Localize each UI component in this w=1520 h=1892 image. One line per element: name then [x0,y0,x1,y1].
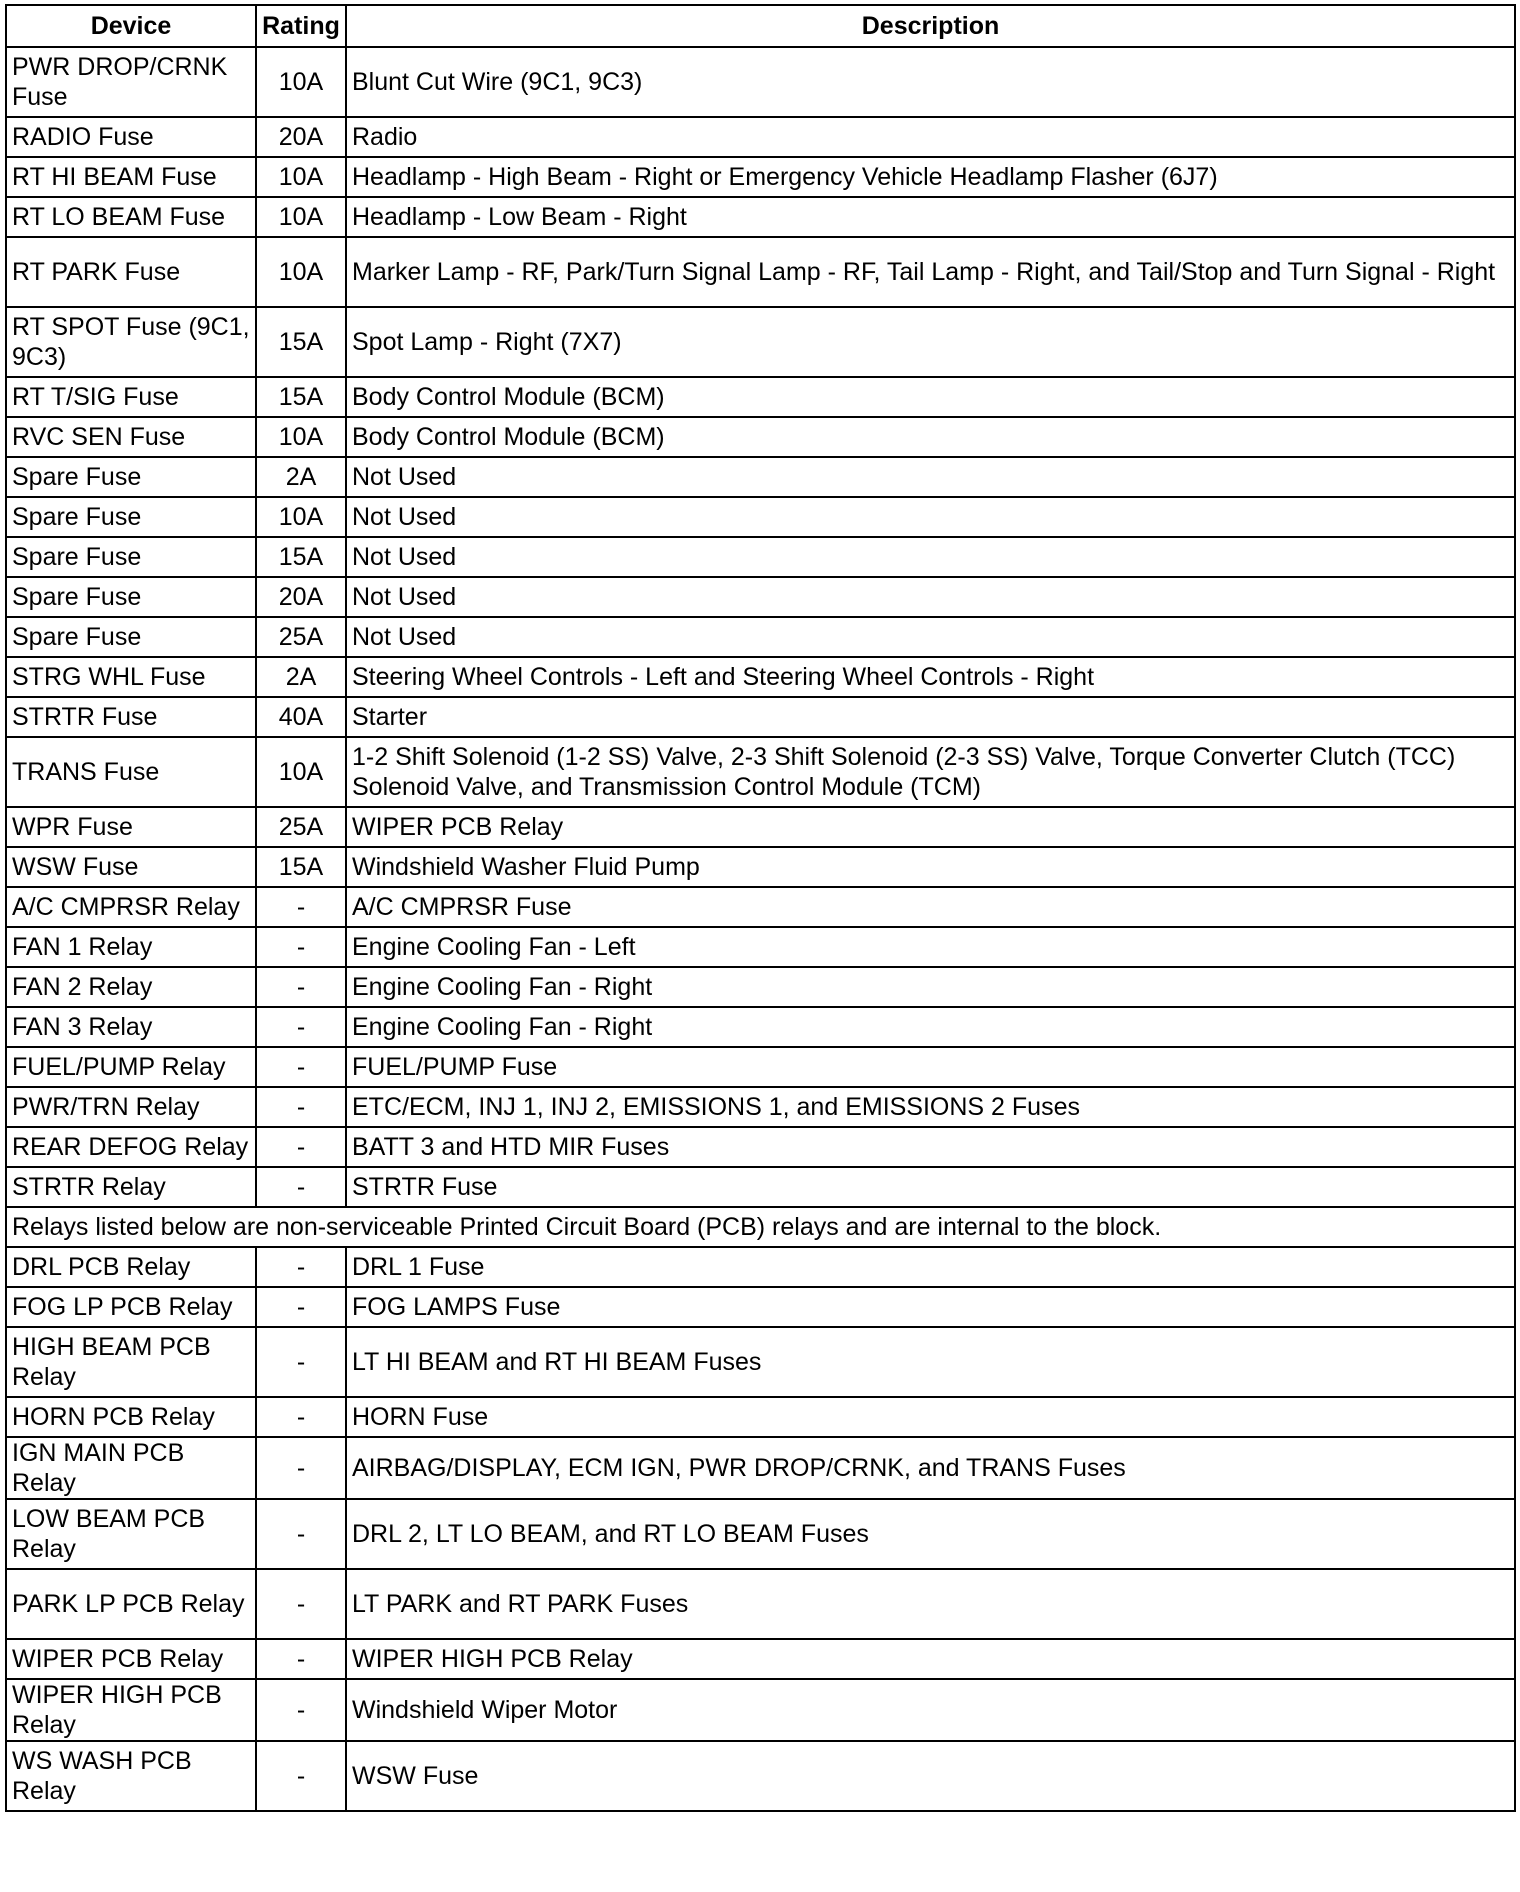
table-row [6,497,1515,537]
cell-description: HORN Fuse [346,1397,1515,1437]
table-row [6,927,1515,967]
cell-description: Headlamp - High Beam - Right or Emergency Vehicle Headlamp Flasher (6J7) [346,157,1515,197]
cell-description: Engine Cooling Fan - Right [346,967,1515,1007]
cell-description: Spot Lamp - Right (7X7) [346,307,1515,377]
table-row [6,887,1515,927]
table-row [6,1127,1515,1167]
cell-rating: 10A [256,417,346,457]
cell-rating: - [256,1327,346,1397]
cell-device: RT PARK Fuse [6,237,256,307]
table-row [6,1087,1515,1127]
header-rating: Rating [256,5,346,47]
cell-device: STRTR Fuse [6,697,256,737]
table-row [6,847,1515,887]
cell-device: Spare Fuse [6,497,256,537]
cell-description: Headlamp - Low Beam - Right [346,197,1515,237]
cell-rating: 25A [256,807,346,847]
table-row [6,457,1515,497]
cell-device: FAN 3 Relay [6,1007,256,1047]
table-row [6,1569,1515,1639]
cell-device: IGN MAIN PCB Relay [6,1437,256,1499]
table-row [6,617,1515,657]
cell-description: Steering Wheel Controls - Left and Steering Wheel Controls - Right [346,657,1515,697]
fuse-relay-table [5,4,1516,1812]
table-body [6,47,1515,1811]
cell-device: HIGH BEAM PCB Relay [6,1327,256,1397]
cell-rating: - [256,927,346,967]
cell-description: LT PARK and RT PARK Fuses [346,1569,1515,1639]
cell-description: Marker Lamp - RF, Park/Turn Signal Lamp - RF, Tail Lamp - Right, and Tail/Stop and Turn Signal - Right [346,237,1515,307]
table-row [6,1167,1515,1207]
header-device: Device [6,5,256,47]
table-row [6,1327,1515,1397]
cell-description: WIPER HIGH PCB Relay [346,1639,1515,1679]
cell-device: PWR/TRN Relay [6,1087,256,1127]
cell-rating: 15A [256,377,346,417]
table-row [6,1247,1515,1287]
header-description: Description [346,5,1515,47]
cell-rating: 40A [256,697,346,737]
cell-description: STRTR Fuse [346,1167,1515,1207]
table-row [6,197,1515,237]
cell-device: WIPER PCB Relay [6,1639,256,1679]
table-row [6,157,1515,197]
cell-device: Spare Fuse [6,457,256,497]
cell-description: Starter [346,697,1515,737]
table-row [6,807,1515,847]
cell-description: Windshield Washer Fluid Pump [346,847,1515,887]
table-header-row [6,5,1515,47]
table-row [6,577,1515,617]
cell-device: WS WASH PCB Relay [6,1741,256,1811]
table-row [6,117,1515,157]
cell-device: DRL PCB Relay [6,1247,256,1287]
cell-description: AIRBAG/DISPLAY, ECM IGN, PWR DROP/CRNK, and TRANS Fuses [346,1437,1515,1499]
cell-rating: 2A [256,457,346,497]
cell-description: FUEL/PUMP Fuse [346,1047,1515,1087]
cell-description: Windshield Wiper Motor [346,1679,1515,1741]
table-row [6,1047,1515,1087]
cell-rating: - [256,1167,346,1207]
cell-description: Engine Cooling Fan - Left [346,927,1515,967]
cell-device: RADIO Fuse [6,117,256,157]
cell-rating: - [256,1247,346,1287]
cell-description: A/C CMPRSR Fuse [346,887,1515,927]
table-note: Relays listed below are non-serviceable Printed Circuit Board (PCB) relays and are internal to the block. [6,1207,1515,1247]
cell-device: RT LO BEAM Fuse [6,197,256,237]
cell-device: WSW Fuse [6,847,256,887]
cell-device: RT HI BEAM Fuse [6,157,256,197]
cell-device: STRTR Relay [6,1167,256,1207]
cell-rating: 20A [256,577,346,617]
table-row [6,1437,1515,1499]
table-row [6,47,1515,117]
cell-description: DRL 2, LT LO BEAM, and RT LO BEAM Fuses [346,1499,1515,1569]
cell-rating: 20A [256,117,346,157]
cell-device: PARK LP PCB Relay [6,1569,256,1639]
cell-description: Body Control Module (BCM) [346,377,1515,417]
cell-rating: 10A [256,197,346,237]
cell-description: Not Used [346,537,1515,577]
cell-device: REAR DEFOG Relay [6,1127,256,1167]
cell-description: Radio [346,117,1515,157]
cell-rating: - [256,1679,346,1741]
cell-description: Engine Cooling Fan - Right [346,1007,1515,1047]
table-row [6,657,1515,697]
cell-description: Blunt Cut Wire (9C1, 9C3) [346,47,1515,117]
cell-rating: - [256,1499,346,1569]
cell-device: FUEL/PUMP Relay [6,1047,256,1087]
cell-device: RT T/SIG Fuse [6,377,256,417]
cell-rating: 10A [256,47,346,117]
table-row [6,737,1515,807]
cell-description: ETC/ECM, INJ 1, INJ 2, EMISSIONS 1, and EMISSIONS 2 Fuses [346,1087,1515,1127]
table-row [6,417,1515,457]
cell-device: Spare Fuse [6,617,256,657]
table-row [6,967,1515,1007]
table-row [6,1639,1515,1679]
cell-device: HORN PCB Relay [6,1397,256,1437]
table-note-row [6,1207,1515,1247]
cell-rating: - [256,1087,346,1127]
cell-rating: 10A [256,737,346,807]
cell-rating: - [256,1007,346,1047]
cell-description: Body Control Module (BCM) [346,417,1515,457]
cell-rating: 10A [256,497,346,537]
cell-description: WIPER PCB Relay [346,807,1515,847]
cell-device: LOW BEAM PCB Relay [6,1499,256,1569]
table-row [6,697,1515,737]
cell-rating: - [256,1397,346,1437]
table-row [6,1287,1515,1327]
cell-rating: 15A [256,307,346,377]
table-row [6,1397,1515,1437]
table-row [6,1741,1515,1811]
cell-device: A/C CMPRSR Relay [6,887,256,927]
cell-rating: - [256,1047,346,1087]
cell-rating: 15A [256,537,346,577]
cell-description: FOG LAMPS Fuse [346,1287,1515,1327]
cell-description: Not Used [346,617,1515,657]
cell-device: RT SPOT Fuse (9C1, 9C3) [6,307,256,377]
cell-rating: 25A [256,617,346,657]
cell-device: FAN 2 Relay [6,967,256,1007]
cell-description: LT HI BEAM and RT HI BEAM Fuses [346,1327,1515,1397]
cell-device: FOG LP PCB Relay [6,1287,256,1327]
cell-device: TRANS Fuse [6,737,256,807]
cell-description: Not Used [346,577,1515,617]
table-row [6,1499,1515,1569]
table-row [6,1679,1515,1741]
table-row [6,1007,1515,1047]
table-row [6,537,1515,577]
cell-description: BATT 3 and HTD MIR Fuses [346,1127,1515,1167]
cell-device: Spare Fuse [6,537,256,577]
cell-rating: 10A [256,157,346,197]
cell-rating: - [256,967,346,1007]
cell-rating: - [256,1437,346,1499]
cell-description: DRL 1 Fuse [346,1247,1515,1287]
cell-device: STRG WHL Fuse [6,657,256,697]
cell-rating: - [256,887,346,927]
cell-description: WSW Fuse [346,1741,1515,1811]
table-row [6,377,1515,417]
cell-rating: - [256,1287,346,1327]
cell-rating: - [256,1569,346,1639]
cell-device: PWR DROP/CRNK Fuse [6,47,256,117]
cell-device: FAN 1 Relay [6,927,256,967]
cell-rating: - [256,1639,346,1679]
cell-description: Not Used [346,497,1515,537]
cell-device: Spare Fuse [6,577,256,617]
cell-rating: 10A [256,237,346,307]
table-row [6,237,1515,307]
cell-description: Not Used [346,457,1515,497]
cell-description: 1-2 Shift Solenoid (1-2 SS) Valve, 2-3 Shift Solenoid (2-3 SS) Valve, Torque Converter Clutch (TCC) Solenoid Valve, and Transmission Control Module (TCM) [346,737,1515,807]
table-row [6,307,1515,377]
cell-rating: - [256,1741,346,1811]
cell-rating: 15A [256,847,346,887]
cell-device: WIPER HIGH PCB Relay [6,1679,256,1741]
cell-device: WPR Fuse [6,807,256,847]
cell-rating: - [256,1127,346,1167]
cell-device: RVC SEN Fuse [6,417,256,457]
cell-rating: 2A [256,657,346,697]
